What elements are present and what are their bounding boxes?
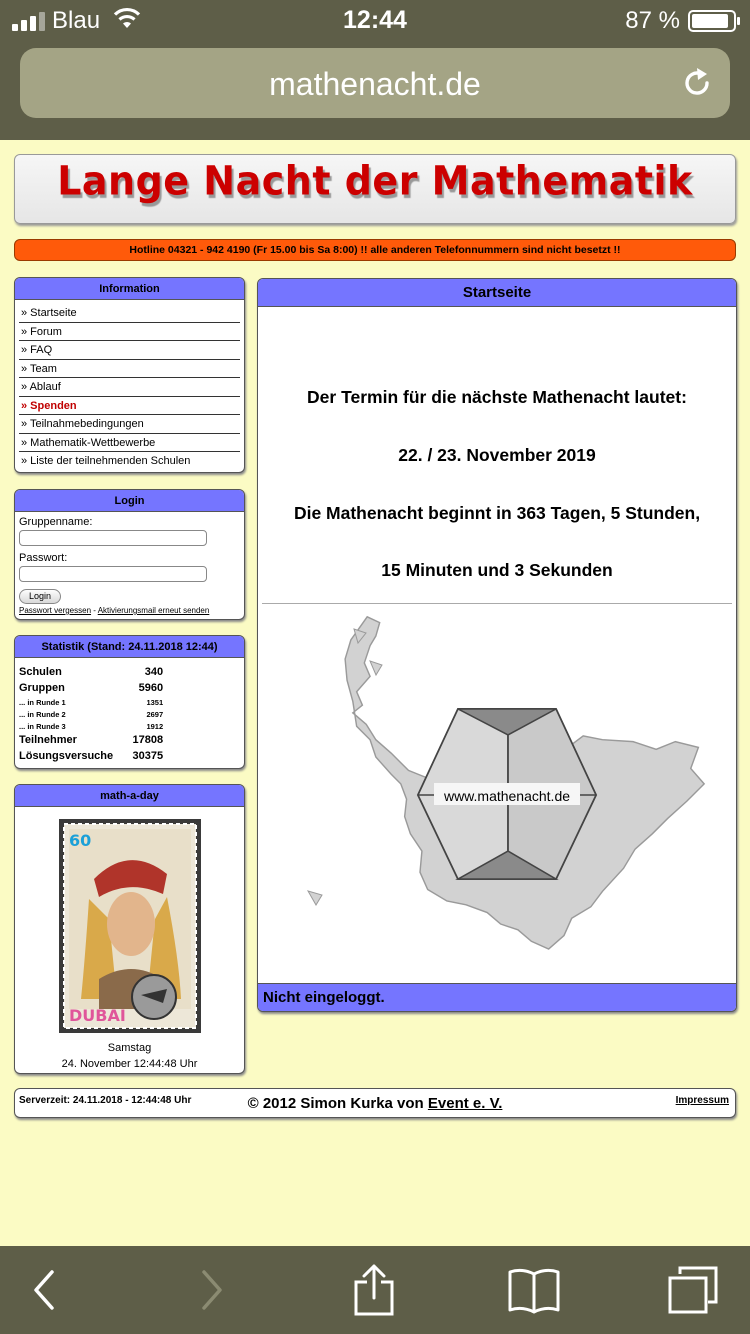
math-a-day-box — [14, 784, 245, 1074]
forward-icon[interactable] — [198, 1268, 226, 1312]
nav-list — [15, 300, 244, 471]
stat-value: 30375 — [132, 750, 164, 762]
stat-label: Schulen — [19, 666, 62, 678]
nav-faq[interactable]: » FAQ — [19, 341, 240, 360]
battery-percentage: 87 % — [625, 7, 680, 34]
browser-header — [0, 40, 750, 140]
table-row — [19, 720, 163, 732]
login-header: Login — [15, 490, 244, 512]
stat-label: ... in Runde 1 — [19, 697, 66, 707]
url-text: mathenacht.de — [269, 66, 481, 102]
countdown-line-1: Die Mathenacht beginnt in 363 Tagen, 5 Stunden, — [293, 503, 701, 523]
information-header: Information — [15, 278, 244, 300]
battery-icon — [688, 10, 736, 32]
password-label: Passwort: — [19, 552, 68, 564]
math-a-day-header: math-a-day — [15, 785, 244, 807]
group-name-input[interactable] — [19, 530, 207, 546]
map-label: www.mathenacht.de — [443, 788, 571, 804]
stat-value: 5960 — [138, 682, 164, 694]
nav-ablauf[interactable]: » Ablauf — [19, 378, 240, 397]
table-row — [19, 680, 163, 696]
stat-value: 1351 — [146, 697, 164, 707]
nav-mathematik-wettbewerbe[interactable]: » Mathematik-Wettbewerbe — [19, 434, 240, 453]
stat-label: Teilnehmer — [19, 734, 77, 746]
reload-icon[interactable] — [680, 66, 714, 100]
stamp-image[interactable] — [59, 819, 201, 1033]
share-icon[interactable] — [352, 1262, 396, 1318]
address-bar[interactable] — [20, 48, 730, 118]
nav-schulliste[interactable]: » Liste der teilnehmenden Schulen — [21, 455, 191, 467]
impressum-link[interactable]: Impressum — [675, 1095, 729, 1106]
forgot-password-link[interactable]: Passwort vergessen — [19, 606, 92, 615]
link-separator: - — [91, 606, 98, 615]
copyright-text: © 2012 Simon Kurka von — [247, 1095, 428, 1112]
stat-value: 1912 — [146, 721, 164, 731]
web-page — [0, 140, 750, 1246]
next-event-heading: Der Termin für die nächste Mathenacht lautet: — [307, 387, 687, 407]
login-box — [14, 489, 245, 620]
event-ev-link[interactable]: Event e. V. — [427, 1095, 503, 1112]
statistics-header: Statistik (Stand: 24.11.2018 12:44) — [15, 636, 244, 658]
page-footer — [14, 1088, 736, 1118]
statistics-table — [19, 664, 163, 764]
site-banner[interactable] — [14, 154, 736, 224]
divider — [262, 603, 732, 604]
information-box — [14, 277, 245, 473]
bookmarks-icon[interactable] — [506, 1266, 562, 1314]
nav-spenden[interactable]: » Spenden — [19, 397, 240, 416]
login-button[interactable]: Login — [19, 589, 61, 604]
resend-activation-link[interactable]: Aktivierungsmail erneut senden — [97, 606, 210, 615]
nav-startseite[interactable]: » Startseite — [19, 304, 240, 323]
nav-team[interactable]: » Team — [19, 360, 240, 379]
stat-label: ... in Runde 2 — [19, 709, 66, 719]
server-time: Serverzeit: 24.11.2018 - 12:44:48 Uhr — [19, 1095, 192, 1106]
table-row — [19, 708, 163, 720]
status-bar — [0, 0, 750, 40]
countdown-line-2: 15 Minuten und 3 Sekunden — [381, 560, 613, 580]
math-a-day-weekday: Samstag — [107, 1042, 152, 1054]
nav-teilnahmebedingungen[interactable]: » Teilnahmebedingungen — [19, 415, 240, 434]
login-status: Nicht eingeloggt. — [258, 983, 736, 1011]
schleswig-holstein-map[interactable] — [288, 609, 728, 971]
stamp-country: DUBAI — [69, 1006, 126, 1025]
table-row — [19, 748, 163, 764]
startseite-box — [257, 278, 737, 1012]
stat-label: ... in Runde 3 — [19, 721, 66, 731]
carrier-name: Blau — [52, 7, 101, 34]
password-input[interactable] — [19, 566, 207, 582]
stat-value: 17808 — [132, 734, 164, 746]
back-icon[interactable] — [30, 1268, 58, 1312]
event-date: 22. / 23. November 2019 — [398, 445, 596, 465]
hotline-bar: Hotline 04321 - 942 4190 (Fr 15.00 bis Sa 8:00) !! alle anderen Telefonnummern sind nicht besetzt !! — [14, 239, 736, 261]
stamp-value: 60 — [69, 831, 92, 850]
table-row — [19, 696, 163, 708]
copyright — [15, 1095, 735, 1112]
site-logo: Lange Nacht der Mathematik — [57, 157, 693, 205]
nav-forum[interactable]: » Forum — [19, 323, 240, 342]
stat-label: Lösungsversuche — [19, 750, 114, 762]
math-a-day-datetime: 24. November 12:44:48 Uhr — [61, 1058, 198, 1070]
clock: 12:44 — [343, 6, 407, 34]
stat-value: 340 — [144, 666, 164, 678]
stat-label: Gruppen — [19, 682, 65, 694]
group-name-label: Gruppenname: — [19, 516, 93, 528]
statistics-box — [14, 635, 245, 769]
table-row — [19, 664, 163, 680]
table-row — [19, 732, 163, 748]
startseite-header: Startseite — [258, 279, 736, 307]
tabs-icon[interactable] — [666, 1264, 720, 1316]
browser-toolbar — [0, 1246, 750, 1334]
stat-value: 2697 — [146, 709, 164, 719]
